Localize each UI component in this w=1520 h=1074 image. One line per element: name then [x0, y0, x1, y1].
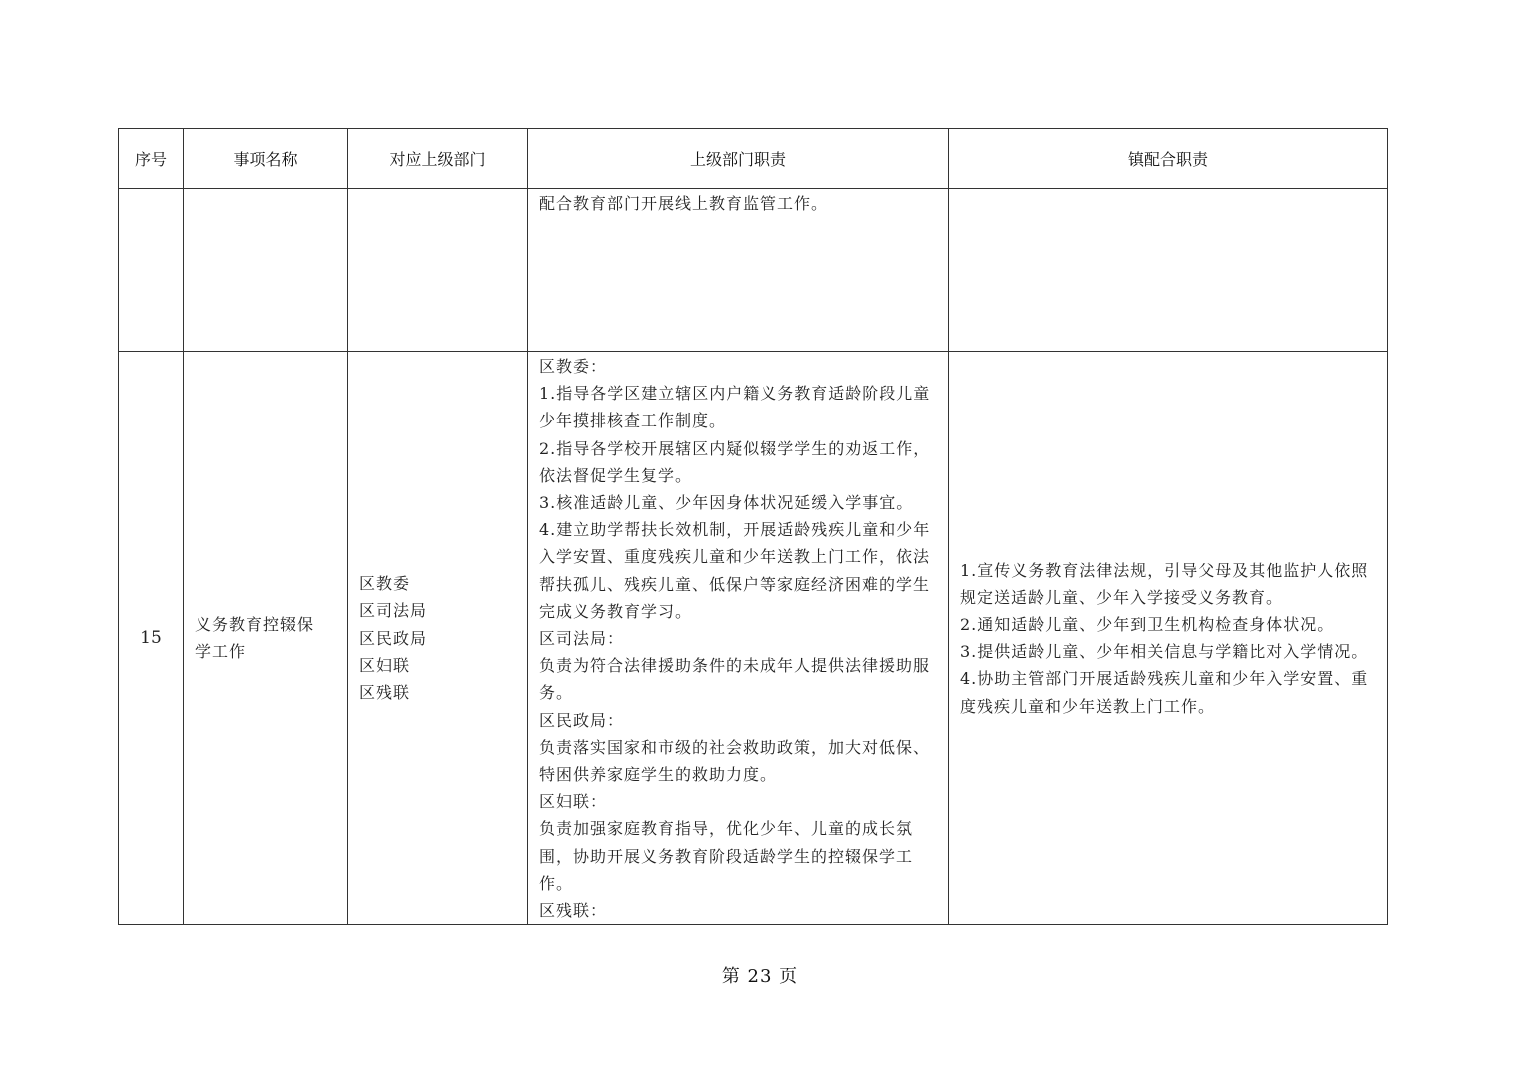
cell-town-duties	[949, 352, 1388, 925]
upper-duties-text: 区教委： 1.指导各学区建立辖区内户籍义务教育适龄阶段儿童少年摸排核查工作制度。 2.指导各学校开展辖区内疑似辍学学生的劝返工作，依法督促学生复学。 3.核准适龄儿童、少年因身体状况延缓入学事宜。 4.建立助学帮扶长效机制，开展适龄残疾儿童和少年入学安置、重度残疾儿童和少年送教上门工作，依法帮扶孤儿、残疾儿童、低保户等家庭经济困难的学生完成义务教育学习。 区司法局： 负责为符合法律援助条件的未成年人提供法律援助服务。 区民政局： 负责落实国家和市级的社会救助政策，加大对低保、特困供养家庭学生的救助力度。 区妇联： 负责加强家庭教育指导，优化少年、儿童的成长氛围，协助开展义务教育阶段适龄学生的控辍保学工作。 区残联：	[539, 357, 931, 921]
cell-upper-duties	[528, 352, 949, 925]
town-duties-text: 1.宣传义务教育法律法规，引导父母及其他监护人依照规定送适龄儿童、少年入学接受义务教育。 2.通知适龄儿童、少年到卫生机构检查身体状况。 3.提供适龄儿童、少年相关信息与学籍比对入学情况。 4.协助主管部门开展适龄残疾儿童和少年入学安置、重度残疾儿童和少年送教上门工作。	[960, 560, 1369, 716]
table-row	[119, 189, 1388, 352]
header-item-name: 事项名称	[184, 129, 348, 189]
cell-seq	[119, 352, 184, 925]
cell-upper-duties: 配合教育部门开展线上教育监管工作。	[528, 189, 949, 352]
cell-item-name	[184, 352, 348, 925]
page-number: 第 23 页	[721, 966, 799, 987]
cell-seq	[119, 189, 184, 352]
duties-table	[118, 128, 1388, 925]
upper-dept-list: 区教委 区司法局 区民政局 区妇联 区残联	[359, 574, 428, 702]
header-town-duties: 镇配合职责	[949, 129, 1388, 189]
header-upper-duties: 上级部门职责	[528, 129, 949, 189]
header-upper-dept: 对应上级部门	[348, 129, 528, 189]
cell-item-name	[184, 189, 348, 352]
table-row	[119, 352, 1388, 925]
table-header-row	[119, 129, 1388, 189]
seq-number: 15	[140, 628, 162, 649]
cell-upper-dept	[348, 352, 528, 925]
cell-upper-dept	[348, 189, 528, 352]
item-name-text: 义务教育控辍保 学工作	[195, 614, 315, 662]
header-seq: 序号	[119, 129, 184, 189]
cell-town-duties	[949, 189, 1388, 352]
